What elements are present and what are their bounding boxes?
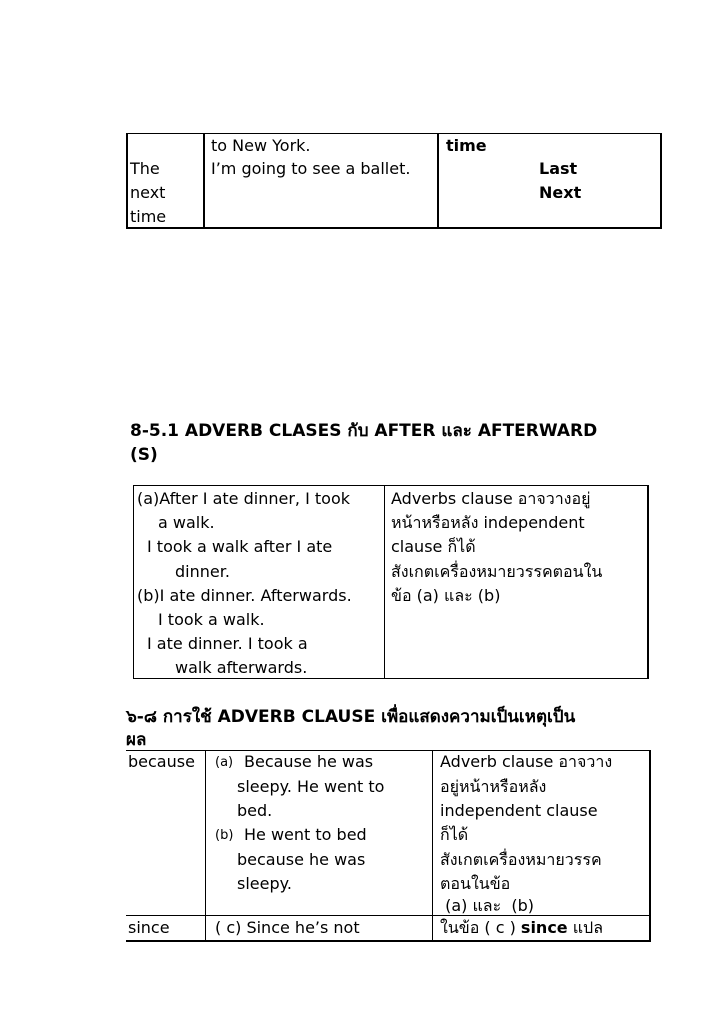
- table2-right-line: ข้อ (a) และ (b): [391, 586, 501, 605]
- row-word-since: since: [128, 918, 170, 937]
- table1-col1-line: time: [130, 207, 167, 226]
- note-since-keyword: since: [520, 918, 568, 937]
- example-b-line: sleepy.: [237, 874, 292, 893]
- note-line: อยู่หน้าหรือหลัง: [440, 777, 547, 796]
- table1-col2-line: to New York.: [211, 136, 311, 155]
- table2-right-line: สังเกตเครื่องหมายวรรคตอนใน: [391, 562, 603, 581]
- table2-left-line: dinner.: [175, 562, 230, 581]
- table1-col1-line: The: [130, 159, 160, 178]
- section2-heading-line1: ๖-๘ การใช้ ADVERB CLAUSE เพื่อแสดงความเป็นเหตุเป็น: [126, 707, 576, 727]
- note-line: Adverb clause อาจวาง: [440, 752, 613, 771]
- example-b-line: because he was: [237, 850, 366, 869]
- section1-heading-line2: (S): [130, 445, 158, 465]
- example-b-line: He went to bed: [244, 825, 367, 844]
- section1-heading-line1: 8-5.1 ADVERB CLASES กับ AFTER และ AFTERWARD: [130, 421, 598, 441]
- table3-right-border: [649, 750, 651, 941]
- example-a-line: Because he was: [244, 752, 374, 771]
- table1-col3-title: time: [446, 136, 487, 155]
- example-a-marker: (a): [215, 755, 234, 770]
- table2-left-line: walk afterwards.: [175, 658, 308, 677]
- table1-frame: [126, 133, 662, 229]
- table2-right-line: Adverbs clause อาจวางอยู่: [391, 489, 591, 508]
- table1-col3-item: Last: [539, 159, 578, 178]
- table3-divider-2: [432, 750, 433, 941]
- table1-col2-line: I’m going to see a ballet.: [211, 159, 411, 178]
- note-since-pre: ในข้อ ( c ): [440, 918, 521, 937]
- section2-heading-line2: ผล: [126, 730, 147, 750]
- note-line: สังเกตเครื่องหมายวรรค: [440, 850, 602, 869]
- table2-right-line: clause ก็ได้: [391, 537, 476, 556]
- table2-left-line: (a)After I ate dinner, I took: [137, 489, 351, 508]
- table1-col1-line: next: [130, 183, 166, 202]
- table1-col3-item: Next: [539, 183, 582, 202]
- example-a-line: sleepy. He went to: [237, 777, 385, 796]
- table2-left-line: I took a walk.: [158, 610, 265, 629]
- note-line: ตอนในข้อ: [440, 874, 511, 893]
- table2-left-line: I ate dinner. I took a: [147, 634, 308, 653]
- note-line: independent clause: [440, 801, 598, 820]
- table3-divider-1: [205, 750, 206, 941]
- table2-left-line: a walk.: [158, 513, 215, 532]
- row-word-because: because: [128, 752, 195, 771]
- table2-right-line: หน้าหรือหลัง independent: [391, 513, 585, 532]
- table2-divider: [384, 485, 385, 679]
- example-c-line: ( c) Since he’s not: [215, 918, 360, 937]
- table2-left-line: I took a walk after I ate: [147, 537, 333, 556]
- table2-left-line: (b)I ate dinner. Afterwards.: [137, 586, 352, 605]
- note-since-post: แปล: [567, 918, 604, 937]
- table1-divider-2: [437, 133, 439, 229]
- table1-divider-1: [203, 133, 205, 229]
- note-line: ก็ได้: [440, 825, 469, 844]
- example-a-line: bed.: [237, 801, 273, 820]
- example-b-marker: (b): [215, 828, 234, 843]
- note-since: [440, 917, 603, 939]
- note-line: (a) และ (b): [440, 896, 534, 915]
